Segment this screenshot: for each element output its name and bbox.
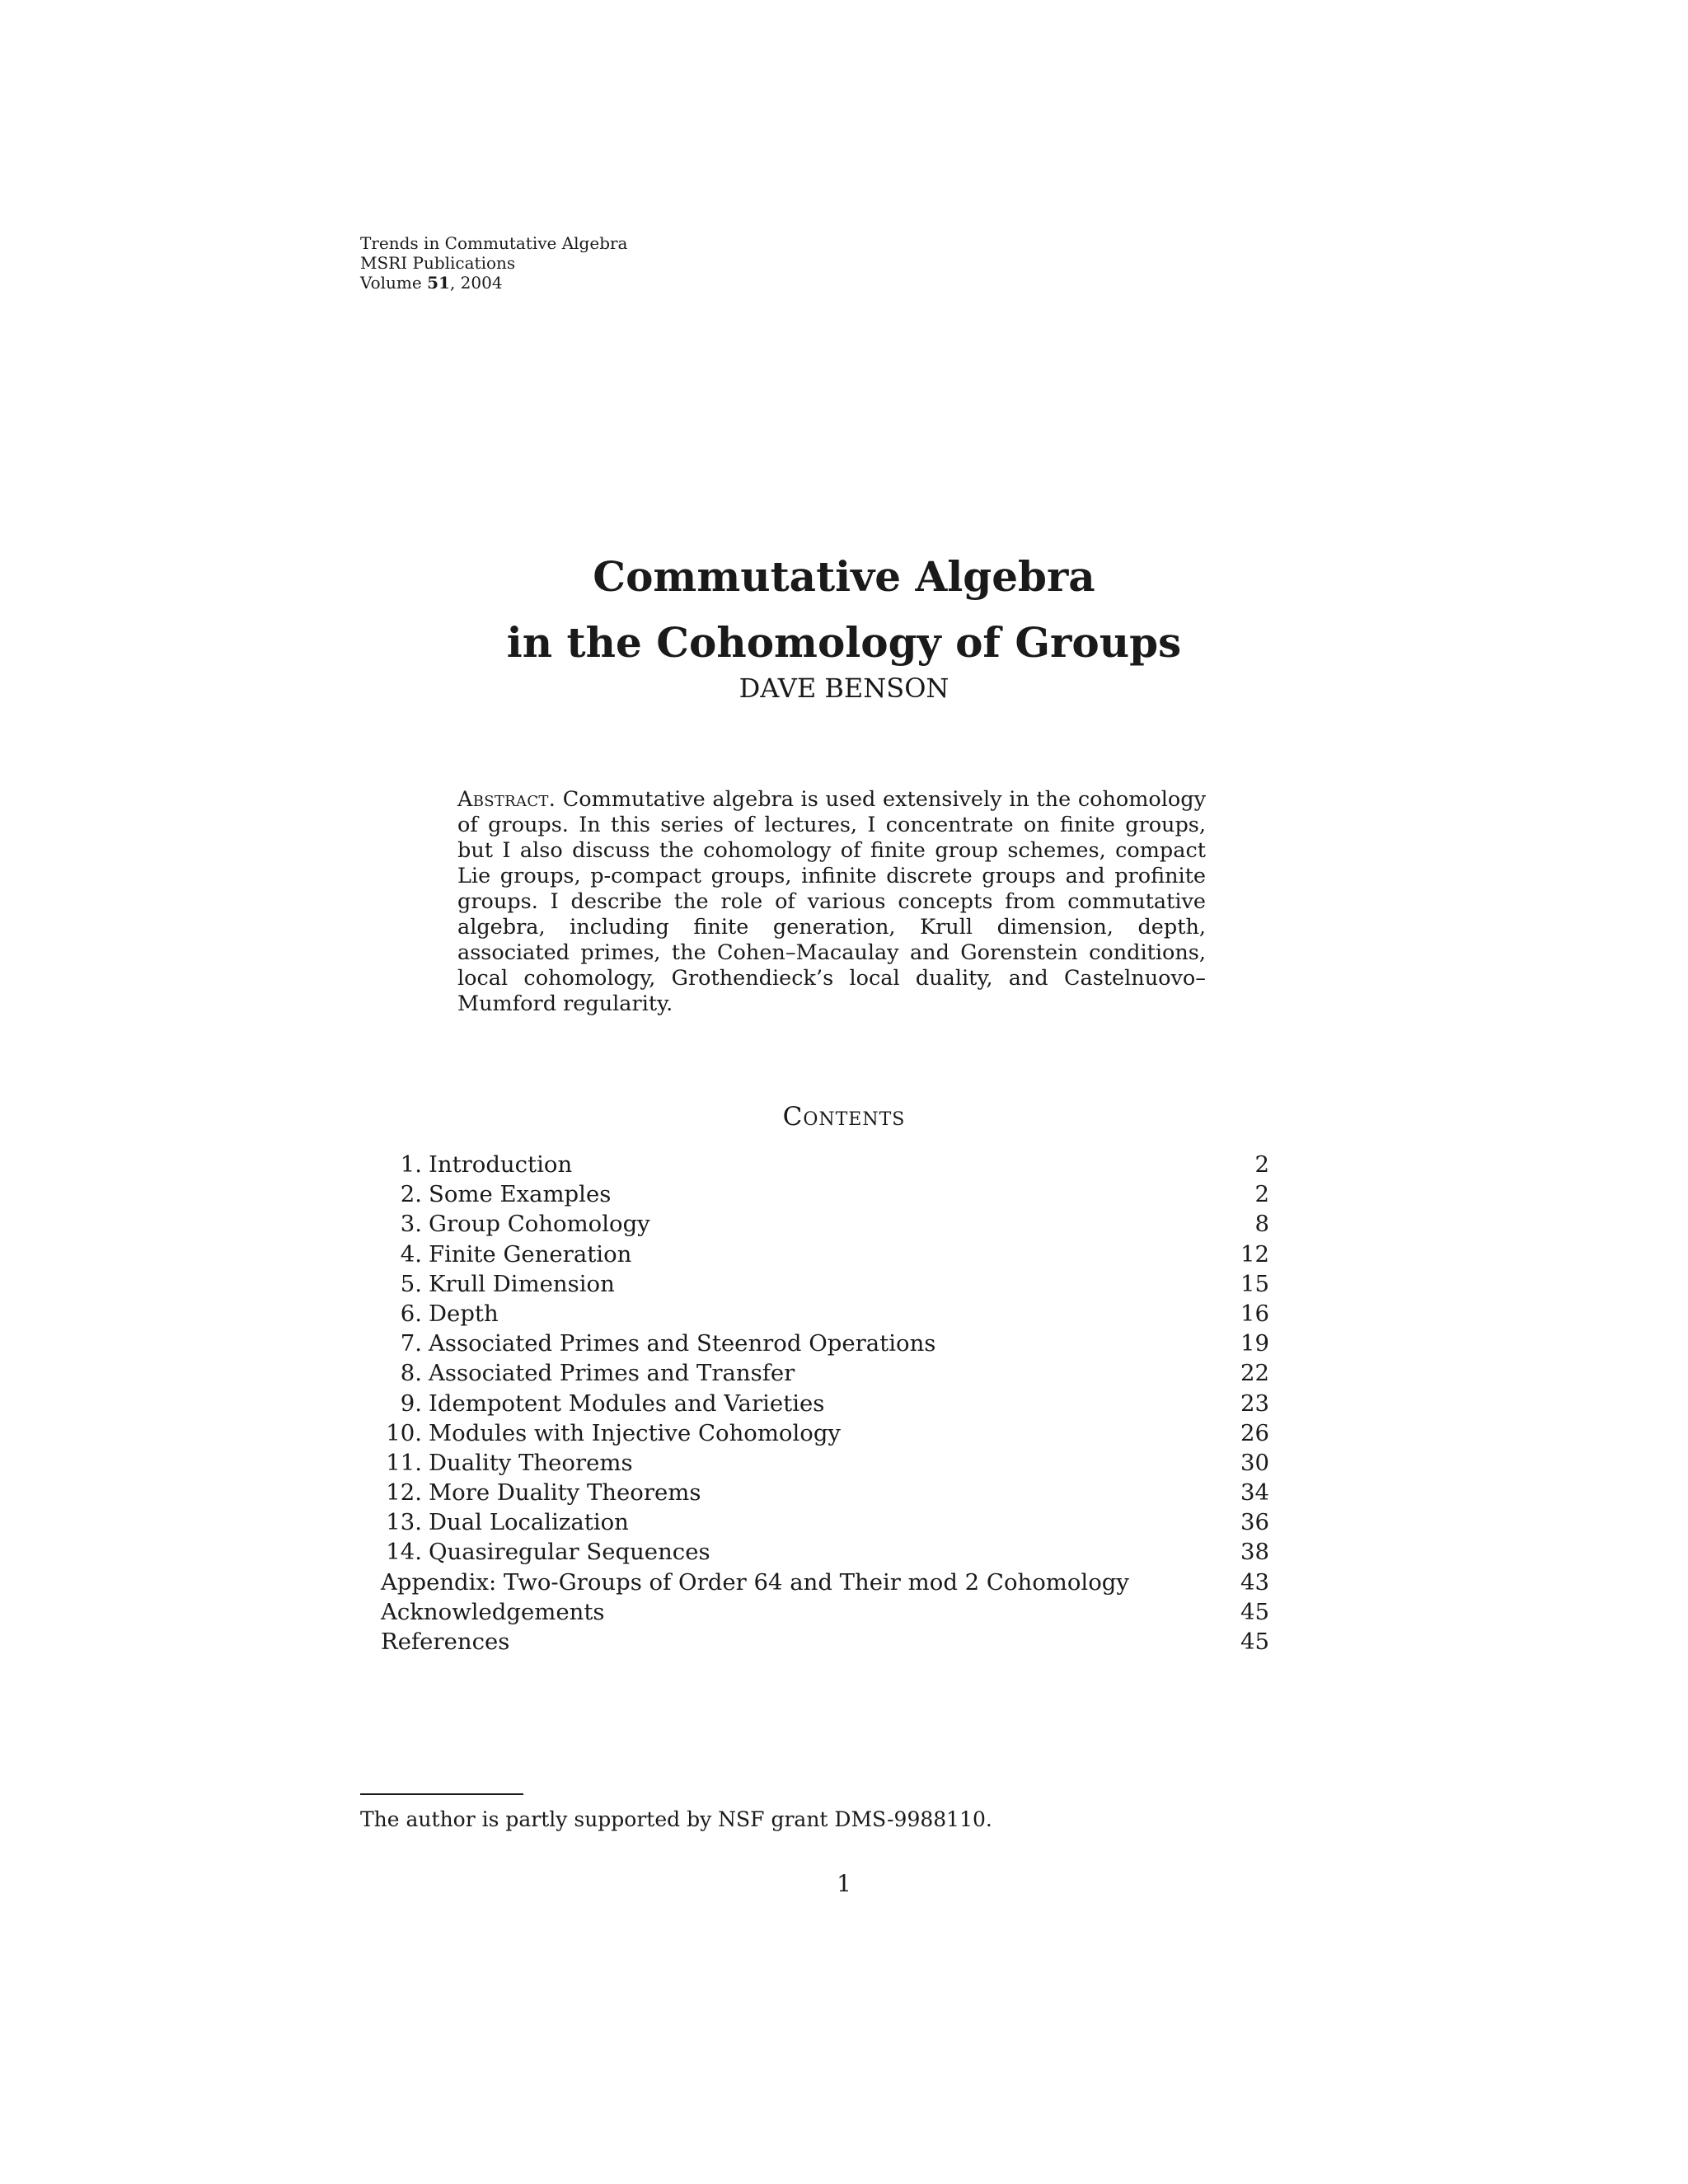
title-line-2: in the Cohomology of Groups	[506, 618, 1182, 667]
toc-entry-title: Dual Localization	[429, 1509, 629, 1536]
toc-entry	[381, 1299, 1269, 1329]
toc-entry-title: Associated Primes and Transfer	[429, 1360, 795, 1387]
toc-entry-page: 8	[1254, 1211, 1269, 1238]
toc-entry-title: References	[381, 1629, 510, 1655]
toc-entry-page: 34	[1240, 1479, 1269, 1507]
volume-year: , 2004	[449, 273, 503, 293]
toc-entry-title: Acknowledgements	[381, 1598, 605, 1625]
toc-entry-number: 12.	[386, 1479, 422, 1507]
toc-entry-title: Depth	[429, 1300, 499, 1327]
page-number: 1	[837, 1870, 851, 1897]
toc-entry-title: Duality Theorems	[429, 1449, 633, 1476]
toc-entry-number: 10.	[386, 1419, 422, 1446]
toc-entry-title: More Duality Theorems	[429, 1479, 701, 1507]
author-name: DAVE BENSON	[738, 673, 950, 704]
toc-entry-page: 15	[1240, 1270, 1269, 1297]
toc-entry-page: 12	[1240, 1240, 1269, 1268]
toc-entry-page: 45	[1240, 1629, 1269, 1655]
toc-entry	[381, 1269, 1269, 1299]
volume-number: 51	[427, 273, 450, 293]
toc-entry-page: 22	[1240, 1360, 1269, 1387]
toc-entry-page: 30	[1240, 1449, 1269, 1476]
toc-entry	[381, 1358, 1269, 1388]
toc-entry-title: Group Cohomology	[429, 1211, 650, 1238]
paper-title	[0, 544, 1688, 676]
abstract	[457, 787, 1206, 1017]
toc-entry	[381, 1507, 1269, 1537]
footnote: The author is partly supported by NSF grant DMS-9988110.	[360, 1807, 992, 1831]
toc-entry-title: Modules with Injective Cohomology	[429, 1419, 841, 1446]
volume-line	[360, 273, 627, 293]
toc-entry-number: 1.	[400, 1151, 422, 1178]
toc-entry-number: 9.	[400, 1390, 422, 1417]
toc-entry	[381, 1150, 1269, 1179]
toc-entry-number: 2.	[400, 1181, 422, 1208]
toc-entry-number: 8.	[400, 1360, 422, 1387]
publisher-name: MSRI Publications	[360, 253, 516, 273]
toc-entry	[381, 1179, 1269, 1209]
toc-entry-page: 36	[1240, 1509, 1269, 1536]
toc-entry-page: 19	[1240, 1330, 1269, 1357]
toc-entry-title: Some Examples	[429, 1181, 612, 1208]
toc-entry-title: Introduction	[429, 1151, 573, 1178]
title-line-1: Commutative Algebra	[593, 552, 1095, 601]
toc-entry-number: 11.	[386, 1449, 422, 1476]
toc-entry	[381, 1627, 1269, 1657]
footnote-rule	[360, 1793, 523, 1795]
toc-entry	[381, 1568, 1269, 1597]
toc-entry-number: 14.	[386, 1539, 422, 1566]
toc-entry	[381, 1389, 1269, 1418]
abstract-label: Abstract.	[457, 787, 556, 812]
table-of-contents	[381, 1150, 1269, 1657]
volume-label: Volume	[360, 273, 422, 293]
toc-entry-title: Idempotent Modules and Varieties	[429, 1390, 825, 1417]
toc-entry-number: 3.	[400, 1211, 422, 1238]
toc-entry-title: Quasiregular Sequences	[429, 1539, 710, 1566]
toc-entry-page: 23	[1240, 1390, 1269, 1417]
toc-entry-page: 2	[1254, 1151, 1269, 1178]
toc-entry-title: Finite Generation	[429, 1240, 632, 1268]
toc-entry-number: 13.	[386, 1509, 422, 1536]
toc-entry-title: Krull Dimension	[429, 1270, 615, 1297]
toc-entry-number: 5.	[400, 1270, 422, 1297]
toc-entry-page: 16	[1240, 1300, 1269, 1327]
toc-entry-title: Appendix: Two-Groups of Order 64 and Their mod 2 Cohomology	[381, 1568, 1129, 1596]
toc-entry	[381, 1329, 1269, 1358]
contents-heading: Contents	[782, 1102, 906, 1132]
toc-entry	[381, 1240, 1269, 1269]
toc-entry-page: 45	[1240, 1598, 1269, 1625]
toc-entry-number: 6.	[400, 1300, 422, 1327]
toc-entry-page: 43	[1240, 1568, 1269, 1596]
toc-entry	[381, 1537, 1269, 1567]
toc-entry-page: 38	[1240, 1539, 1269, 1566]
toc-entry	[381, 1418, 1269, 1448]
toc-entry	[381, 1597, 1269, 1627]
toc-entry-title: Associated Primes and Steenrod Operations	[429, 1330, 936, 1357]
toc-entry-number: 4.	[400, 1240, 422, 1268]
toc-entry	[381, 1448, 1269, 1478]
series-name: Trends in Commutative Algebra	[360, 233, 628, 253]
toc-entry-number: 7.	[400, 1330, 422, 1357]
toc-entry	[381, 1209, 1269, 1239]
toc-entry-page: 26	[1240, 1419, 1269, 1446]
toc-entry-page: 2	[1254, 1181, 1269, 1208]
toc-entry	[381, 1478, 1269, 1507]
publication-header	[360, 233, 627, 293]
abstract-text: Commutative algebra is used extensively in the cohomology of groups. In this series of lectures, I concentrate on finite groups, but I also discuss the cohomology of finite group schemes, compact Lie groups, p-compact groups, infinite discrete groups and profinite groups. I describe the role of various concepts from commutative algebra, including finite generation, Krull dimension, depth, associated primes, the Cohen–Macaulay and Gorenstein conditions, local cohomology, Grothendieck’s local duality, and Castelnuovo–Mumford regularity.	[457, 787, 1206, 1016]
